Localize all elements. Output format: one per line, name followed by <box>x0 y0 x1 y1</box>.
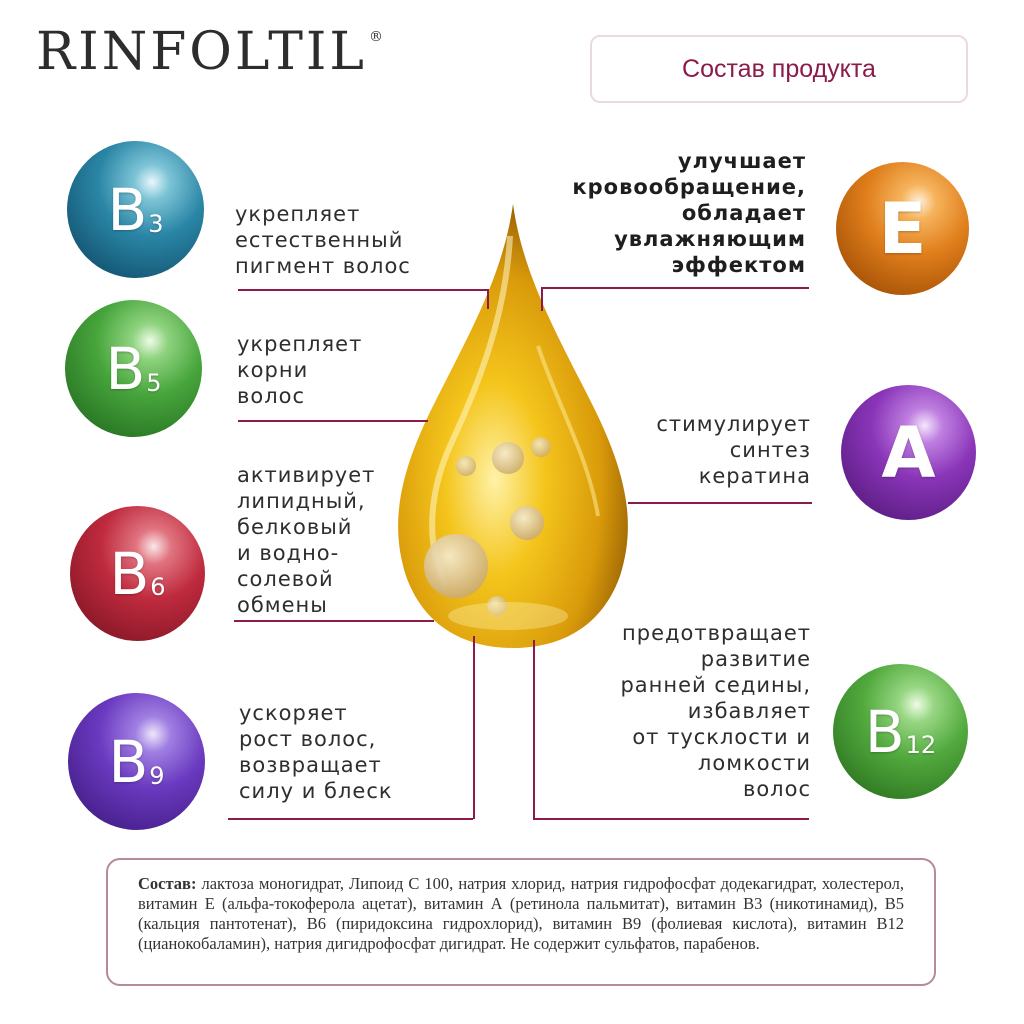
connector-line-b12-vertical <box>533 640 535 819</box>
vitamin-b6-description: активирует липидный, белковый и водно- солевой обмены <box>237 463 376 617</box>
section-title: Состав продукта <box>682 54 876 83</box>
vitamin-b3-icon: B 3 <box>67 141 204 278</box>
connector-line-b9-vertical <box>473 636 475 819</box>
connector-line-b5 <box>238 420 428 422</box>
connector-line-b12 <box>533 818 809 820</box>
vitamin-b5-description: укрепляет корни волос <box>237 332 363 408</box>
connector-line-b9 <box>228 818 473 820</box>
vitamin-b9-icon: B 9 <box>68 693 205 830</box>
connector-line-b6 <box>234 620 434 622</box>
registered-mark: ® <box>368 29 383 45</box>
section-title-badge <box>590 35 968 103</box>
connector-line-b3 <box>238 289 488 291</box>
vitamin-a-icon: A <box>841 385 976 520</box>
connector-line-e-vertical <box>541 287 543 311</box>
vitamin-b12-description: предотвращает развитие ранней седины, избавляет от тусклости и ломкости волос <box>620 621 811 801</box>
composition-box <box>106 858 936 986</box>
vitamin-a-description: стимулирует синтез кератина <box>656 412 811 488</box>
brand-name: RINFOLTIL <box>36 22 367 82</box>
connector-line-a <box>628 502 812 504</box>
vitamin-b9-description: ускоряет рост волос, возвращает силу и блеск <box>239 701 393 803</box>
brand-logo <box>36 22 383 82</box>
connector-line-b3-vertical <box>487 289 489 309</box>
composition-text: лактоза моногидрат, Липоид С 100, натрия хлорид, натрия гидрофосфат додекагидрат, холестерол, витамин Е (альфа-токоферола ацетат), витамин А (ретинола пальмитат), витамин В3 (никотинамид), В5 (кальция пантотенат), В6 (пиридоксина гидрохлорид), витамин В9 (фолиевая кислота), витамин В12 (цианокобаламин), натрия дигидрофосфат дигидрат. Не содержит сульфатов, парабенов. <box>138 874 904 953</box>
vitamin-e-icon: E <box>836 162 969 295</box>
connector-line-e <box>541 287 809 289</box>
vitamin-e-description: улучшает кровообращение, обладает увлажняющим эффектом <box>572 149 806 277</box>
vitamin-b5-icon: B 5 <box>65 300 202 437</box>
vitamin-b12-icon: B 12 <box>833 664 968 799</box>
vitamin-b3-description: укрепляет естественный пигмент волос <box>235 202 411 278</box>
composition-label: Состав: <box>138 874 197 893</box>
vitamin-b6-icon: B 6 <box>70 506 205 641</box>
